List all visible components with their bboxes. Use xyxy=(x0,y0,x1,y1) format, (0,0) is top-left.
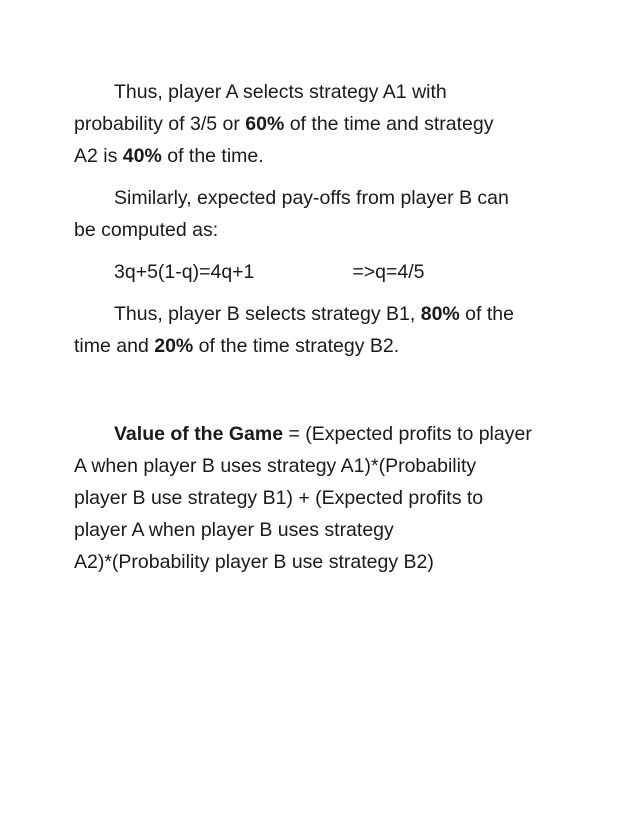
paragraph-line xyxy=(74,256,574,288)
equation-line xyxy=(74,256,574,288)
bold-percent: 40% xyxy=(122,145,162,167)
paragraph-strategy-b xyxy=(74,298,574,362)
text-span: of the time strategy B2. xyxy=(193,335,400,357)
paragraph-line xyxy=(74,482,574,514)
paragraph-line xyxy=(74,182,574,214)
text-span: probability of 3/5 or xyxy=(74,113,246,135)
text-span: A2)*(Probability player B use strategy B2) xyxy=(74,551,434,573)
paragraph-line xyxy=(74,76,574,108)
bold-percent: 80% xyxy=(420,303,460,325)
text-span: = (Expected profits to player xyxy=(283,423,532,445)
bold-heading: Value of the Game xyxy=(114,423,284,445)
paragraph-strategy-a xyxy=(74,76,574,172)
text-span: Thus, player B selects strategy B1, xyxy=(114,303,421,325)
text-span: be computed as: xyxy=(74,219,219,241)
paragraph-line xyxy=(74,450,574,482)
paragraph-line xyxy=(74,298,574,330)
text-span: Similarly, expected pay-offs from player B can xyxy=(114,187,509,209)
text-span: player B use strategy B1) + (Expected profits to xyxy=(74,487,484,509)
paragraph-line xyxy=(74,330,574,362)
text-span: time and xyxy=(74,335,155,357)
paragraph-line xyxy=(74,546,574,578)
paragraph-line xyxy=(74,140,574,172)
text-span: of the time. xyxy=(161,145,264,167)
bold-percent: 60% xyxy=(245,113,285,135)
text-span: Thus, player A selects strategy A1 with xyxy=(114,81,447,103)
paragraph-line xyxy=(74,214,574,246)
equation-left: 3q+5(1-q)=4q+1 xyxy=(114,261,255,283)
paragraph-line xyxy=(74,108,574,140)
paragraph-value-of-game xyxy=(74,418,574,578)
text-span: A when player B uses strategy A1)*(Probability xyxy=(74,455,477,477)
equation-right: =>q=4/5 xyxy=(352,261,425,283)
text-span: of the time and strategy xyxy=(284,113,494,135)
paragraph-line xyxy=(74,418,574,450)
paragraph-expected-payoffs xyxy=(74,182,574,246)
bold-percent: 20% xyxy=(154,335,194,357)
paragraph-line xyxy=(74,514,574,546)
text-span: A2 is xyxy=(74,145,123,167)
text-span: player A when player B uses strategy xyxy=(74,519,394,541)
text-span: of the xyxy=(459,303,514,325)
